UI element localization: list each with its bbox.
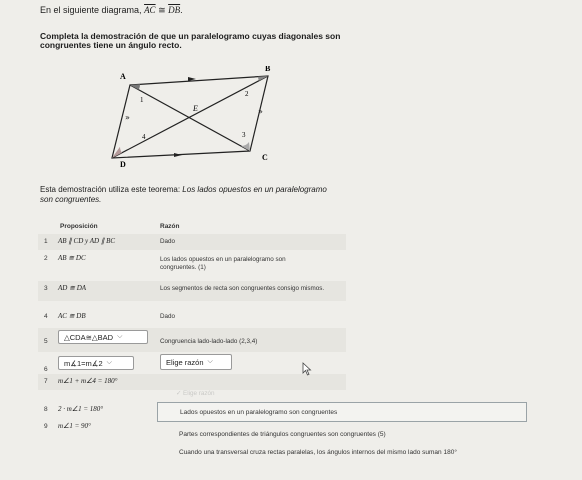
statement-5-select[interactable] xyxy=(58,330,148,344)
reason-3: Los segmentos de recta son congruentes consigo mismos. xyxy=(160,285,325,292)
header-proposicion: Proposición xyxy=(60,223,98,230)
intro-period: . xyxy=(180,5,183,15)
reason-option[interactable]: Lados opuestos en un paralelogramo son congruentes xyxy=(157,402,527,422)
problem-intro xyxy=(40,5,183,16)
theorem-prefix: Esta demostración utiliza este teorema: xyxy=(40,185,183,194)
congruent-symbol: ≅ xyxy=(155,5,169,15)
placeholder-text: Elige razón xyxy=(183,390,215,397)
select-value: m∡1=m∡2 xyxy=(64,358,103,368)
label-e: E xyxy=(193,104,198,113)
row-number: 8 xyxy=(44,406,48,413)
row-number: 9 xyxy=(44,423,48,430)
reason-5: Congruencia lado-lado-lado (2,3,4) xyxy=(160,338,258,345)
chevron-down-icon: ⌵ xyxy=(117,333,123,340)
select-value: △CDA≅△BAD xyxy=(64,332,114,342)
row-number: 3 xyxy=(44,285,48,292)
row-number: 4 xyxy=(44,313,48,320)
label-3: 3 xyxy=(242,131,246,139)
segment-ac: $\overline{AC}$ xyxy=(144,5,156,15)
reason-1: Dado xyxy=(160,238,176,245)
statement-7: m∠1 + m∠4 = 180° xyxy=(58,377,118,385)
reason-option[interactable]: Partes correspondientes de triángulos congruentes son congruentes (5) xyxy=(179,430,386,438)
label-d: D xyxy=(120,160,126,169)
reason-2: Los lados opuestos en un paralelogramo son congruentes. (1) xyxy=(160,256,286,271)
segment-db: $\overline{DB}$ xyxy=(168,5,181,15)
chevron-down-icon: ⌵ xyxy=(106,359,112,366)
intro-text: En el siguiente diagrama, xyxy=(40,5,145,15)
row-number: 5 xyxy=(44,338,48,345)
label-b: B xyxy=(265,66,271,73)
label-1: 1 xyxy=(140,96,144,104)
statement-2: AB ≅ DC xyxy=(58,254,86,262)
mouse-cursor-icon xyxy=(302,362,312,376)
svg-text:»: » xyxy=(258,107,263,116)
statement-3: AD ≅ DA xyxy=(58,284,87,292)
row-number: 7 xyxy=(44,378,48,385)
statement-4: AC ≅ DB xyxy=(58,312,86,320)
svg-text:»: » xyxy=(125,113,130,122)
statement-1: AB ∥ CD y AD ∥ BC xyxy=(58,237,116,245)
row-number: 2 xyxy=(44,255,48,262)
row-number: 1 xyxy=(44,238,48,245)
task-statement: Completa la demostración de que un paralelogramo cuyas diagonales son congruentes tiene un ángulo recto. xyxy=(40,31,341,50)
statement-6-select[interactable] xyxy=(58,356,134,370)
parallelogram-diagram xyxy=(100,66,300,171)
theorem-name: Los lados opuestos en un paralelogramo son congruentes. xyxy=(40,185,327,204)
label-4: 4 xyxy=(142,133,146,141)
header-razon: Razón xyxy=(160,223,180,230)
reason-option[interactable]: Cuando una transversal cruza rectas paralelas, los ángulos internos del mismo lado suman 180° xyxy=(179,448,457,456)
reason-6-select[interactable] xyxy=(160,354,232,370)
theorem-note xyxy=(40,185,340,205)
label-2: 2 xyxy=(245,90,249,98)
label-c: C xyxy=(262,153,268,162)
row-number: 6 xyxy=(44,366,48,373)
angle-3-mark xyxy=(241,142,250,151)
select-value: Elige razón xyxy=(166,357,204,367)
chevron-down-icon: ⌵ xyxy=(207,358,213,365)
statement-9: m∠1 = 90° xyxy=(58,422,91,430)
parallel-arrow-bottom xyxy=(174,153,182,157)
statement-8: 2 · m∠1 = 180° xyxy=(58,405,104,413)
label-a: A xyxy=(120,72,126,81)
reason-7-placeholder[interactable]: ✓ Elige razón xyxy=(176,390,215,397)
angle-1-mark xyxy=(130,84,140,90)
reason-4: Dado xyxy=(160,313,176,320)
